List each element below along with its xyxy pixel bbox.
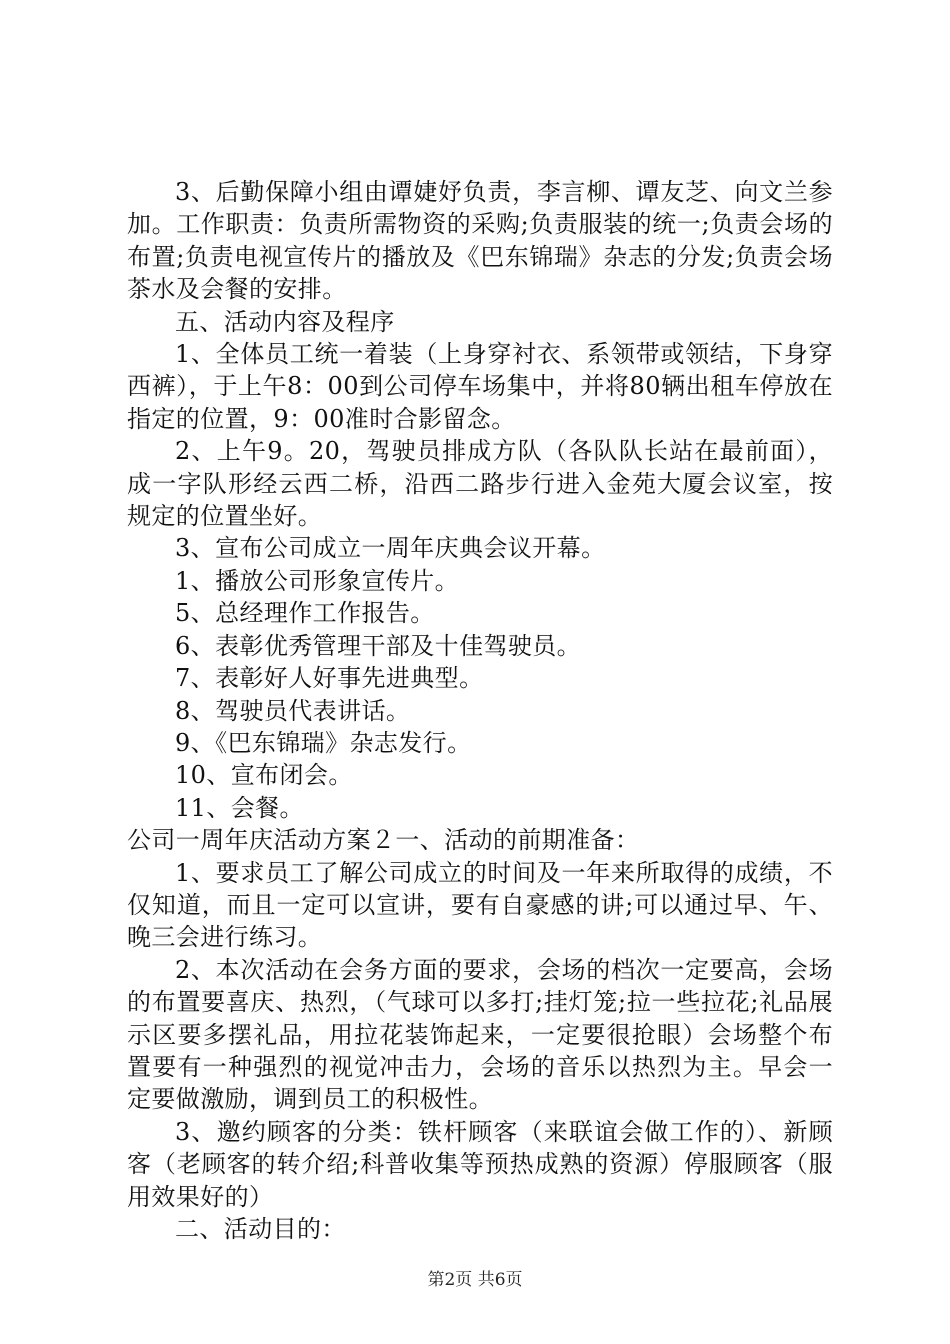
list-item-commendation-good-deeds: 7、表彰好人好事先进典型。 [175,664,484,693]
section-heading-plan-2: 公司一周年庆活动方案２一、活动的前期准备： [127,826,640,855]
paragraph-driver-formation: 2、上午9。20，驾驶员排成方队（各队队长站在最前面），成一字队形经云西二桥，沿西二路步行进入金苑大厦会议室，按规定的位置坐好。 [127,437,833,531]
document-body [127,176,833,1245]
list-item-driver-speech: 8、驾驶员代表讲话。 [175,696,411,725]
section-heading-activity-goal: 二、活动目的： [175,1215,346,1243]
list-item-commendation-managers: 6、表彰优秀管理干部及十佳驾驶员。 [175,631,582,660]
list-item-opening: 3、宣布公司成立一周年庆典会议开幕。 [175,534,606,563]
paragraph-venue-requirements: 2、本次活动在会务方面的要求，会场的档次一定要高，会场的布置要喜庆、热烈，（气球可以多打;挂灯笼;拉一些拉花;礼品展示区要多摆礼品，用拉花装饰起来，一定要很抢眼）会场整个布置要有一种强烈的视觉冲击力，会场的音乐以热烈为主。早会一定要做激励，调到员工的积极性。 [127,955,833,1114]
list-item-closing: 10、宣布闭会。 [175,761,353,790]
list-item-promo-video: 1、播放公司形象宣传片。 [175,566,460,595]
paragraph-employee-training: 1、要求员工了解公司成立的时间及一年来所取得的成绩，不仅知道，而且一定可以宣讲，要有自豪感的讲;可以通过早、午、晚三会进行练习。 [127,858,833,952]
paragraph-uniform-assembly: 1、全体员工统一着装（上身穿衬衣、系领带或领结，下身穿西裤），于上午8：00到公司停车场集中，并将80辆出租车停放在指定的位置，9：00准时合影留念。 [127,340,833,433]
list-item-work-report: 5、总经理作工作报告。 [175,599,435,628]
paragraph-logistics-team: 3、后勤保障小组由谭婕妤负责，李言柳、谭友芝、向文兰参加。工作职责：负责所需物资的采购;负责服装的统一;负责会场的布置;负责电视宣传片的播放及《巴东锦瑞》杂志的分发;负责会场茶水及会餐的安排。 [127,178,833,304]
page-footer [0,1270,950,1290]
list-item-magazine-release: 9、《巴东锦瑞》杂志发行。 [175,728,472,757]
page-number-label: 第2页 共6页 [427,1270,523,1290]
list-item-banquet: 11、会餐。 [175,793,304,822]
paragraph-customer-categories: 3、邀约顾客的分类：铁杆顾客（来联谊会做工作的）、新顾客（老顾客的转介绍;科普收集等预热成熟的资源）停服顾客（服用效果好的） [127,1117,833,1211]
section-heading-activity-program: 五、活动内容及程序 [175,307,395,336]
